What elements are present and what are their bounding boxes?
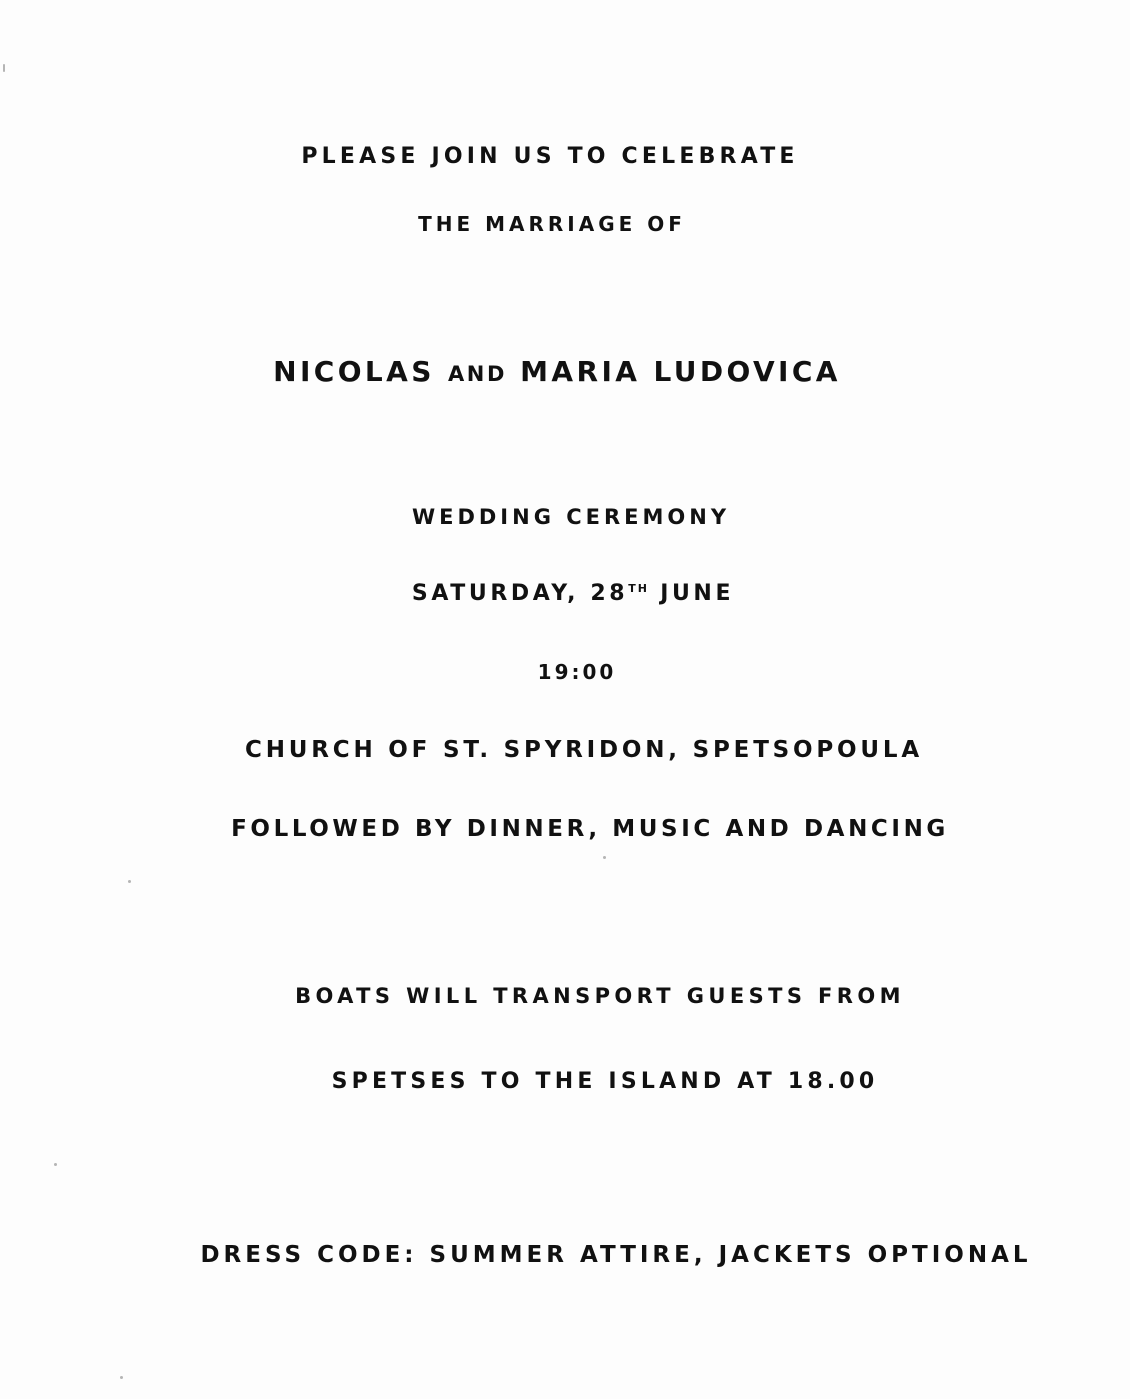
ceremony-time: 19:00 <box>537 660 617 684</box>
ceremony-date-ordinal: TH <box>628 582 649 595</box>
intro-line-2: THE MARRIAGE OF <box>418 212 686 236</box>
ceremony-date-day: SATURDAY, 28 <box>411 581 629 606</box>
paper-speck <box>3 64 5 72</box>
ceremony-venue: CHURCH OF ST. SPYRIDON, SPETSOPOULA <box>245 737 923 763</box>
ceremony-date <box>412 583 734 605</box>
transport-line-2: SPETSES TO THE ISLAND AT 18.00 <box>331 1069 879 1094</box>
groom-name: NICOLAS <box>273 355 435 388</box>
couple-names <box>273 355 841 388</box>
ceremony-title: WEDDING CEREMONY <box>411 505 731 529</box>
ceremony-date-month: JUNE <box>660 581 735 606</box>
intro-line-1: PLEASE JOIN US TO CELEBRATE <box>301 144 799 169</box>
bride-name: MARIA LUDOVICA <box>520 355 841 388</box>
paper-speck <box>128 880 131 883</box>
transport-line-1: BOATS WILL TRANSPORT GUESTS FROM <box>295 984 905 1008</box>
paper-speck <box>120 1376 123 1379</box>
couple-connector: AND <box>447 362 508 386</box>
paper-speck <box>54 1163 57 1166</box>
dress-code: DRESS CODE: SUMMER ATTIRE, JACKETS OPTIONAL <box>200 1242 1032 1268</box>
ceremony-followed-by: FOLLOWED BY DINNER, MUSIC AND DANCING <box>231 816 949 842</box>
paper-speck <box>603 856 606 859</box>
